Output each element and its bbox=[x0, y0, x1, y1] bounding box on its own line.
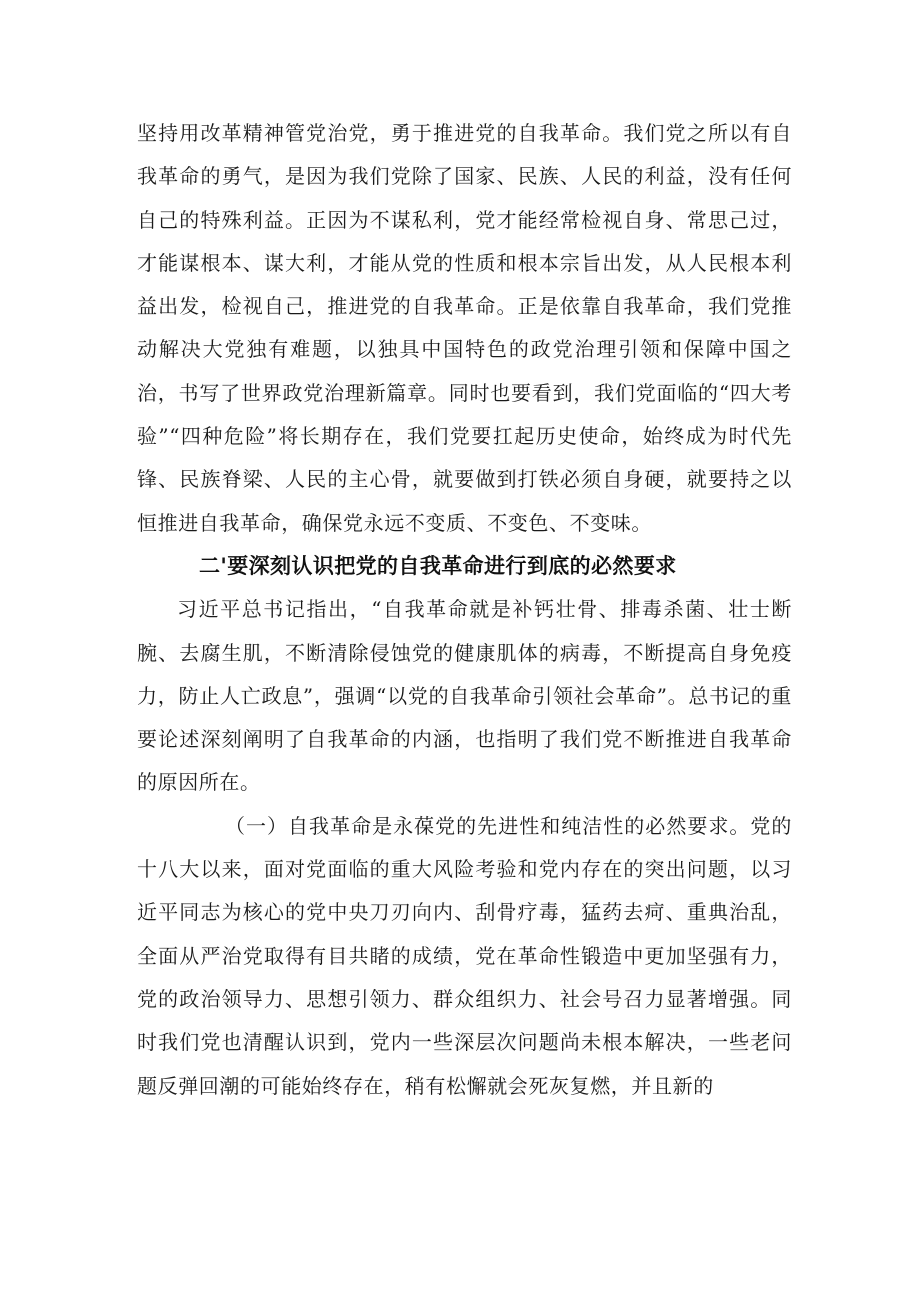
section-heading-2: 二'要深刻认识把党的自我革命进行到底的必然要求 bbox=[199, 553, 677, 578]
paragraph-self-revolution-courage: 坚持用改革精神管党治党，勇于推进党的自我革命。我们党之所以有自我革命的勇气，是因为我们党除了国家、民族、人民的利益，没有任何自己的特殊利益。正因为不谋私利，党才能经常检视自身、常思己过，才能谋根本、谋大利，才能从党的性质和根本宗旨出发，从人民根本利益出发，检视自己，推进党的自我革命。正是依靠自我革命，我们党推动解决大党独有难题，以独具中国特色的政党治理引领和保障中国之治，书写了世界政党治理新篇章。同时也要看到，我们党面临的“四大考验”“四种危险”将长期存在，我们党要扛起历史使命，始终成为时代先锋、民族脊梁、人民的主心骨，就要做到打铁必须自身硬，就要持之以恒推进自我革命，确保党永远不变质、不变色、不变味。 bbox=[137, 121, 792, 535]
document-body bbox=[137, 112, 792, 1108]
paragraph-subsection-1: （一）自我革命是永葆党的先进性和纯洁性的必然要求。党的十八大以来，面对党面临的重大风险考验和党内存在的突出问题，以习近平同志为核心的党中央刀刃向内、刮骨疗毒，猛药去疴、重典治乱，全面从严治党取得有目共睹的成绩，党在革命性锻造中更加坚强有力，党的政治领导力、思想引领力、群众组织力、社会号召力显著增强。同时我们党也清醒认识到，党内一些深层次问题尚未根本解决，一些老问题反弹回潮的可能始终存在，稍有松懈就会死灰复燃，并且新的 bbox=[137, 813, 792, 1098]
paragraph-xi-quote: 习近平总书记指出，“自我革命就是补钙壮骨、排毒杀菌、壮士断腕、去腐生肌，不断清除侵蚀党的健康肌体的病毒，不断提高自身免疫力，防止人亡政息”，强调“以党的自我革命引领社会革命”。总书记的重要论述深刻阐明了自我革命的内涵，也指明了我们党不断推进自我革命的原因所在。 bbox=[137, 597, 792, 795]
